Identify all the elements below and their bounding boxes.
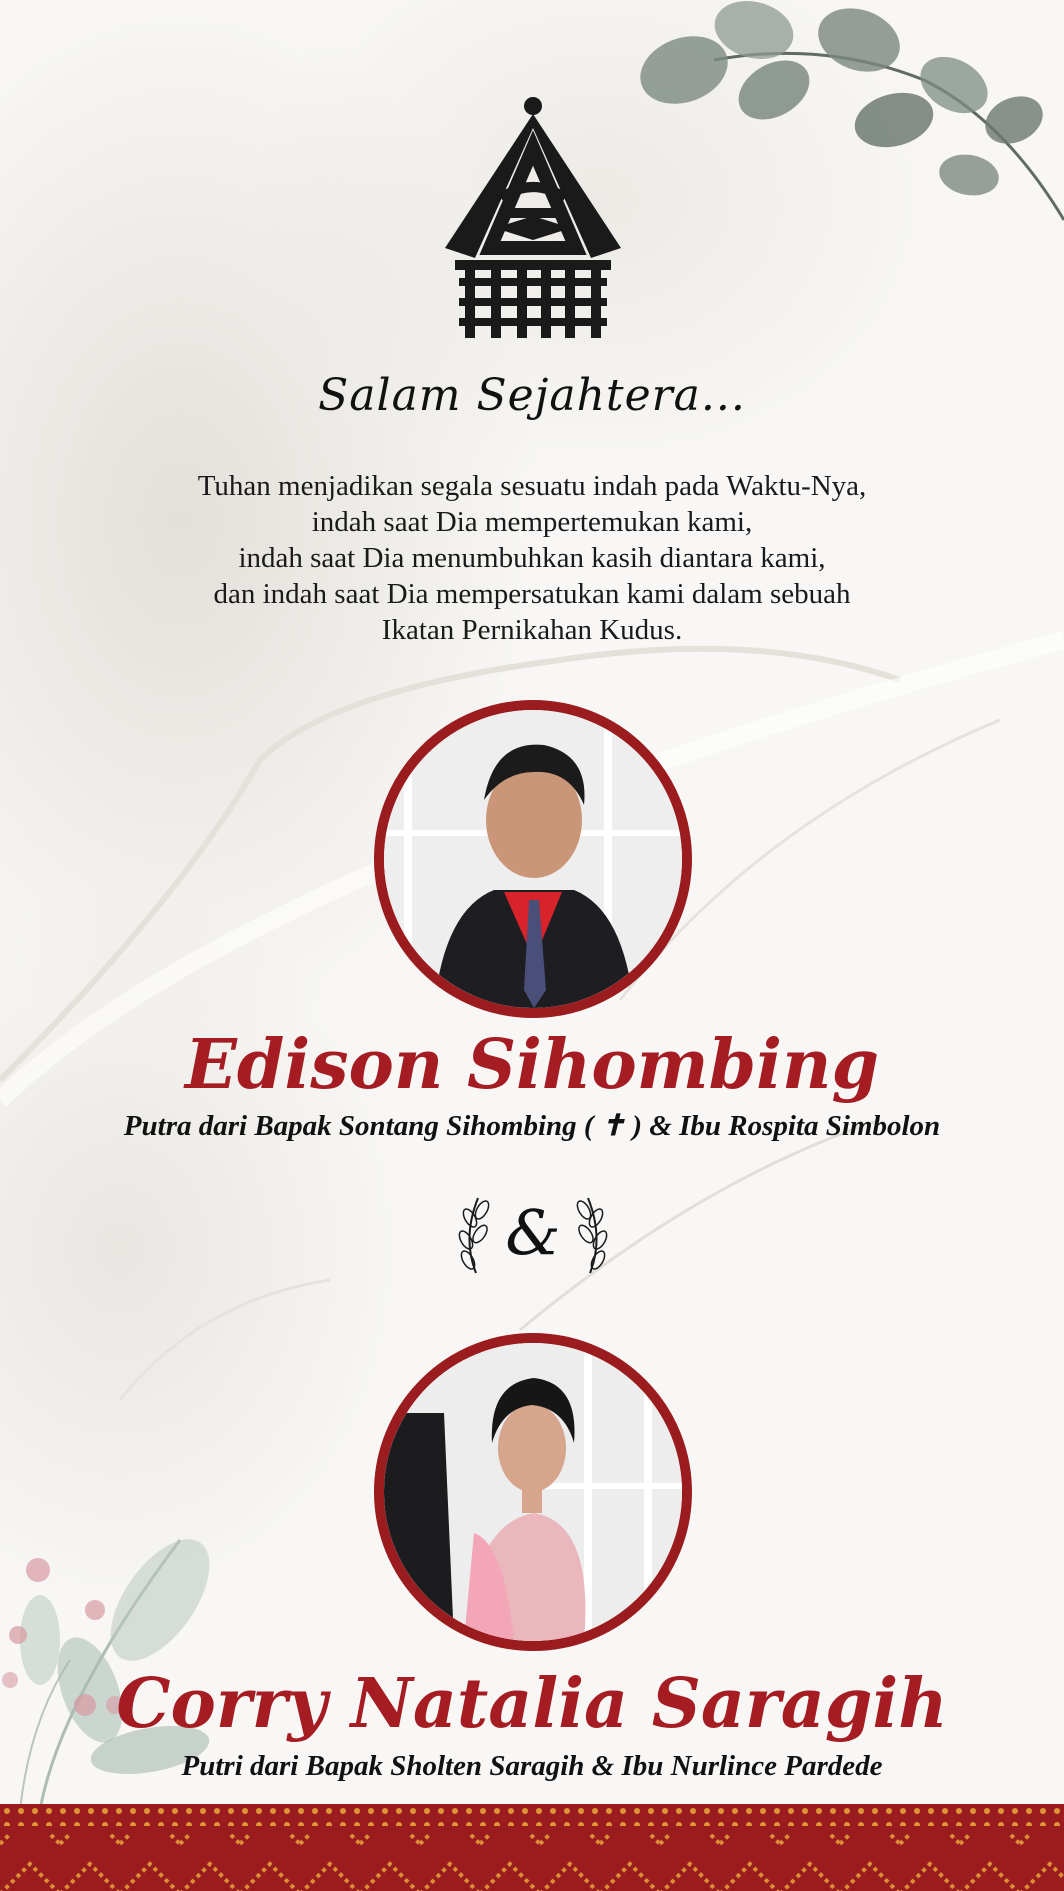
eucalyptus-leaves-icon [624,0,1064,240]
bride-name: Corry Natalia Saragih [116,1664,948,1744]
laurel-ampersand-icon [448,1188,618,1278]
intro-line: Ikatan Pernikahan Kudus. [381,614,683,646]
bride-parents: Putri dari Bapak Sholten Saragih & Ibu Nurlince Pardede [181,1750,883,1782]
intro-line: indah saat Dia mempertemukan kami, [311,506,753,538]
intro-line: indah saat Dia menumbuhkan kasih diantara kami, [238,542,826,574]
groom-photo [374,700,692,1018]
groom-name: Edison Sihombing [184,1025,879,1105]
intro-line: dan indah saat Dia mempersatukan kami dalam sebuah [213,578,851,610]
ampersand-text: & [505,1196,561,1269]
batak-house-logo-icon [435,88,631,348]
intro-verse [100,468,964,648]
intro-line: Tuhan menjadikan segala sesuatu indah pada Waktu-Nya, [197,470,867,502]
greeting-title: Salam Sejahtera... [318,370,746,421]
bride-photo [374,1333,692,1651]
groom-parents: Putra dari Bapak Sontang Sihombing ( ✝ ) & Ibu Rospita Simbolon [123,1110,941,1142]
songket-border-pattern [0,1804,1064,1891]
